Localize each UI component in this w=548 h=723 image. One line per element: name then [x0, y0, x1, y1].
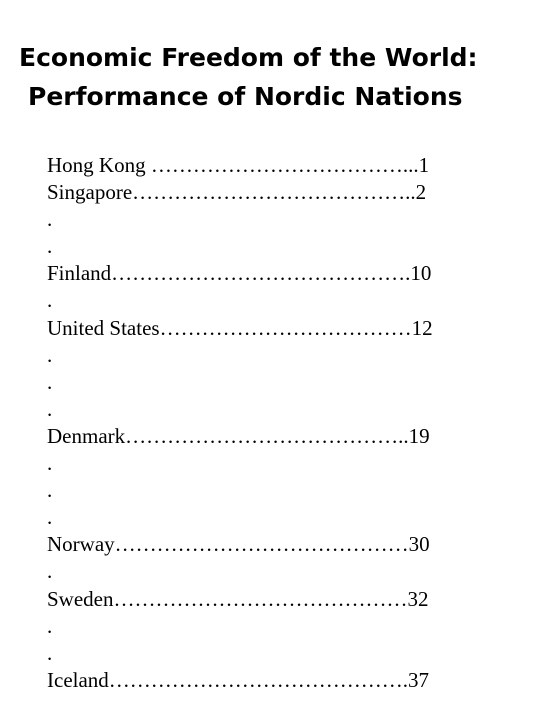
rank-ellipsis-dot: . [47, 613, 53, 638]
rank-ellipsis-dot: . [47, 640, 53, 665]
rank-norway: Norway……………………………………30 [47, 532, 430, 557]
rank-ellipsis-dot: . [47, 478, 53, 503]
title-line-1: Economic Freedom of the World: [19, 43, 478, 72]
rank-ellipsis-dot: . [47, 505, 53, 530]
rank-ellipsis-dot: . [47, 369, 53, 394]
rankings-list [47, 152, 497, 694]
rank-ellipsis-dot: . [47, 559, 53, 584]
rank-sweden: Sweden……………………………………32 [47, 586, 429, 611]
rank-iceland: Iceland…………………………………….37 [47, 667, 430, 692]
rank-ellipsis-dot: . [47, 451, 53, 476]
rank-hong-kong: Hong Kong ………………………………...1 [47, 153, 430, 177]
slide-title [0, 38, 548, 116]
rank-singapore: Singapore…………………………………..2 [47, 180, 427, 205]
title-line-2: Performance of Nordic Nations [28, 82, 463, 111]
rank-united-states: United States………………………………12 [47, 315, 433, 340]
rank-denmark: Denmark…………………………………..19 [47, 423, 430, 448]
rank-ellipsis-dot: . [47, 342, 53, 367]
rank-ellipsis-dot: . [47, 396, 53, 421]
rank-finland: Finland…………………………………….10 [47, 261, 432, 286]
rank-ellipsis-dot: . [47, 234, 53, 259]
rank-ellipsis-dot: . [47, 288, 53, 313]
rank-ellipsis-dot: . [47, 207, 53, 232]
